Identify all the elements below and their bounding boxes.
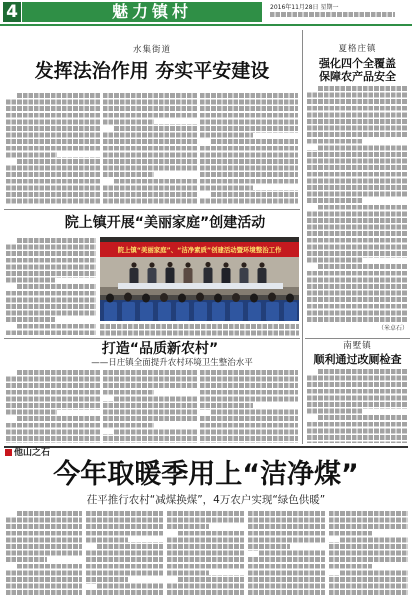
paragraph-indent (167, 577, 178, 582)
xiagezhuang-body-column (307, 86, 408, 323)
xiagezhuang-headline-line1: 强化四个全覆盖 (319, 57, 396, 70)
audience-head (268, 293, 276, 302)
paragraph-indent (6, 238, 17, 243)
audience-head (106, 294, 114, 303)
bottom-subhead: 茌平推行农村“减煤换煤”，4万农户实现“绿色供暖” (86, 494, 326, 506)
rizhuang-subhead: ——日庄镇全面提升农村环境卫生整治水平 (91, 358, 253, 368)
chair-back (284, 302, 297, 321)
paragraph-end (253, 133, 298, 138)
bottom-headline: 今年取暖季用上“洁净煤” (53, 459, 359, 490)
paragraph-indent (6, 564, 17, 569)
paragraph-end (253, 403, 298, 408)
audience-head (232, 293, 240, 302)
paragraph-end (47, 557, 82, 562)
paragraph-indent (103, 396, 114, 401)
issue-date: 2016年11月28日 星期一 (270, 4, 339, 11)
yuanshang-headline: 院上镇开展“美丽家庭”创建活动 (64, 215, 266, 231)
section-banner (22, 2, 262, 22)
chair-back (212, 302, 225, 321)
rizhuang-headline: 打造“品质新农村” (101, 341, 219, 357)
bottom-body-column (6, 511, 82, 597)
paragraph-end (154, 423, 197, 428)
paragraph-indent (248, 551, 259, 556)
xiagezhuang-headline-line2: 保障农产品安全 (319, 70, 396, 83)
paragraph-indent (6, 159, 17, 164)
event-photo (100, 237, 299, 321)
chair-back (230, 302, 243, 321)
section-label-marker (5, 449, 12, 456)
paragraph-indent (329, 537, 340, 542)
paragraph-end (154, 172, 197, 177)
editor-info (270, 12, 395, 17)
shuiji-kicker: 水集街道 (132, 45, 171, 55)
paragraph-end (362, 198, 408, 203)
paragraph-end (362, 139, 408, 144)
audience-head (286, 294, 294, 303)
audience (100, 293, 299, 322)
paragraph-indent (86, 544, 97, 549)
paragraph-indent (307, 369, 318, 374)
bottom-body-column (329, 511, 408, 597)
paragraph-indent (307, 145, 318, 150)
paragraph-end (154, 119, 197, 124)
rizhuang-body-column (6, 370, 100, 443)
paragraph-end (55, 317, 96, 322)
paragraph-indent (307, 86, 318, 91)
paragraph-indent (103, 179, 114, 184)
section-title: 魅力镇村 (112, 2, 193, 21)
nanshu-body-column (307, 369, 408, 443)
event-photo-graphic (100, 237, 299, 321)
chair-back (104, 302, 117, 321)
paragraph-end (154, 390, 197, 395)
nanshu-kicker: 南墅镇 (343, 341, 372, 351)
chair-back (176, 302, 189, 321)
audience-head (214, 294, 222, 303)
chair-back (266, 302, 279, 321)
paragraph-end (209, 570, 244, 575)
paragraph-end (290, 544, 325, 549)
paragraph-indent (6, 324, 17, 329)
paragraph-indent (200, 410, 211, 415)
paragraph-indent (200, 139, 211, 144)
paragraph-indent (86, 584, 97, 589)
hall-ceiling (100, 237, 299, 242)
paragraph-end (57, 410, 100, 415)
article-divider (4, 338, 300, 339)
photo-caption-text (100, 324, 299, 336)
paragraph-end (57, 152, 100, 157)
page-number: 4 (3, 2, 21, 22)
section-divider (4, 446, 408, 448)
chair-back (158, 302, 171, 321)
audience-head (124, 293, 132, 302)
shuiji-headline: 发挥法治作用 夯实平安建设 (34, 60, 270, 82)
paragraph-indent (6, 284, 17, 289)
banner-text: 院上镇“美丽家庭”、“洁净素质”创建活动暨环境整治工作 (117, 246, 282, 255)
yuanshang-body-column (6, 238, 96, 335)
paragraph-indent (167, 531, 178, 536)
paragraph-indent (6, 511, 17, 516)
rizhuang-body-column (200, 370, 298, 443)
paragraph-indent (6, 370, 17, 375)
header-rule (0, 24, 412, 26)
audience-head (196, 293, 204, 302)
bottom-body-column (86, 511, 163, 597)
chair-back (122, 302, 135, 321)
chair-back (140, 302, 153, 321)
audience-head (160, 293, 168, 302)
audience-head (250, 294, 258, 303)
article-divider (305, 338, 410, 339)
xiagezhuang-kicker: 夏格庄镇 (338, 44, 377, 54)
paragraph-indent (200, 192, 211, 197)
rizhuang-body-column (103, 370, 197, 443)
paragraph-indent (307, 264, 318, 269)
chair-back (194, 302, 207, 321)
paragraph-end (372, 531, 408, 536)
bottom-body-column (248, 511, 325, 597)
paragraph-indent (6, 416, 17, 421)
xiagezhuang-byline: （米卓石） (377, 325, 408, 332)
shuiji-body-column (200, 93, 298, 205)
column-divider (302, 30, 303, 444)
nanshu-headline: 顺利通过改厕检查 (313, 353, 402, 366)
audience-head (178, 294, 186, 303)
paragraph-indent (103, 429, 114, 434)
shuiji-body-column (6, 93, 100, 205)
shuiji-body-column (103, 93, 197, 205)
table-cloth (118, 283, 283, 289)
paragraph-indent (329, 570, 340, 575)
paragraph-indent (103, 126, 114, 131)
paragraph-end (209, 524, 244, 529)
section-label (5, 448, 50, 459)
paragraph-end (362, 409, 408, 414)
section-label-text: 他山之石 (14, 448, 51, 458)
paragraph-end (128, 577, 163, 582)
paragraph-indent (6, 93, 17, 98)
chair-back (248, 302, 261, 321)
paragraph-end (55, 278, 96, 283)
bottom-body-column (167, 511, 244, 597)
paragraph-indent (307, 415, 318, 420)
paragraph-indent (307, 205, 318, 210)
paragraph-end (372, 564, 408, 569)
paragraph-end (362, 258, 408, 263)
paragraph-end (128, 537, 163, 542)
audience-head (142, 294, 150, 303)
article-divider (4, 209, 300, 210)
paragraph-end (253, 185, 298, 190)
